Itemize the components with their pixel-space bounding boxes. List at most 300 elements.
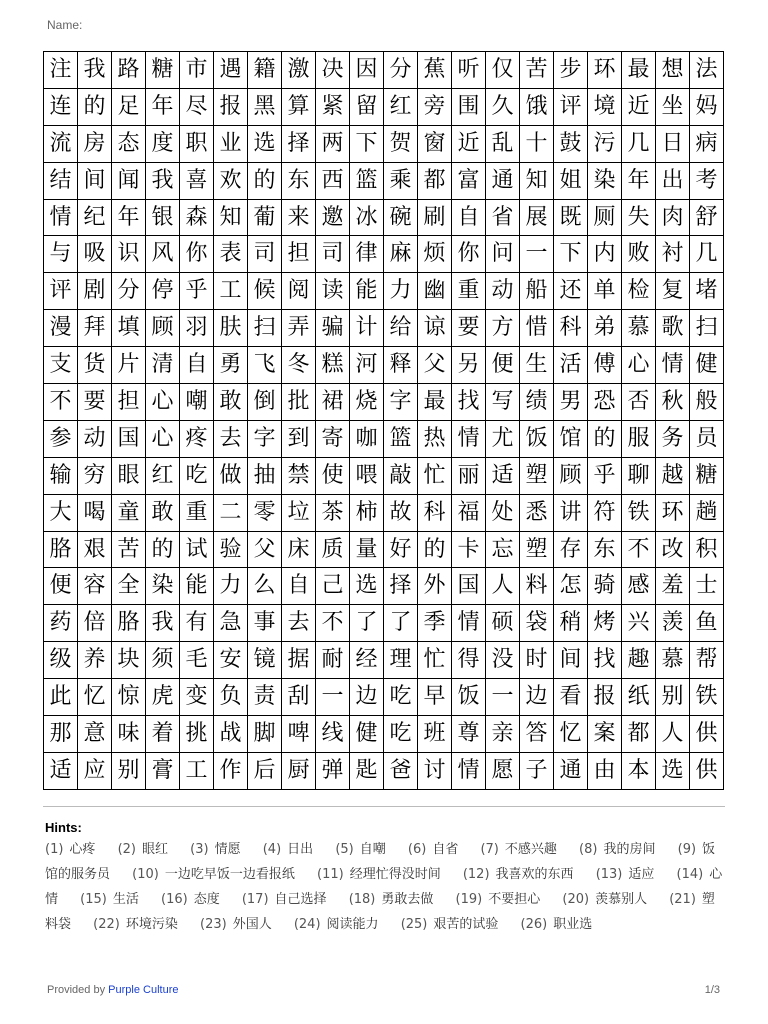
grid-cell[interactable]: 步 [554,52,588,89]
grid-cell[interactable]: 选 [248,126,282,163]
grid-cell[interactable]: 东 [588,532,622,569]
grid-cell[interactable]: 肤 [214,310,248,347]
grid-cell[interactable]: 么 [248,568,282,605]
grid-cell[interactable]: 因 [350,52,384,89]
grid-cell[interactable]: 西 [316,163,350,200]
grid-cell[interactable]: 结 [44,163,78,200]
grid-cell[interactable]: 近 [452,126,486,163]
grid-cell[interactable]: 评 [44,273,78,310]
grid-cell[interactable]: 稍 [554,605,588,642]
grid-cell[interactable]: 悉 [520,495,554,532]
grid-cell[interactable]: 选 [656,753,690,790]
grid-cell[interactable]: 的 [248,163,282,200]
grid-cell[interactable]: 羽 [180,310,214,347]
grid-cell[interactable]: 班 [418,716,452,753]
grid-cell[interactable]: 存 [554,532,588,569]
grid-cell[interactable]: 败 [622,236,656,273]
grid-cell[interactable]: 忆 [78,679,112,716]
grid-cell[interactable]: 能 [180,568,214,605]
grid-cell[interactable]: 遇 [214,52,248,89]
grid-cell[interactable]: 我 [146,163,180,200]
grid-cell[interactable]: 别 [656,679,690,716]
grid-cell[interactable]: 下 [554,236,588,273]
grid-cell[interactable]: 卡 [452,532,486,569]
grid-cell[interactable]: 乘 [384,163,418,200]
grid-cell[interactable]: 讨 [418,753,452,790]
grid-cell[interactable]: 计 [350,310,384,347]
grid-cell[interactable]: 员 [690,421,724,458]
grid-cell[interactable]: 人 [486,568,520,605]
grid-cell[interactable]: 恐 [588,384,622,421]
grid-cell[interactable]: 我 [146,605,180,642]
grid-cell[interactable]: 既 [554,200,588,237]
grid-cell[interactable]: 态 [112,126,146,163]
grid-cell[interactable]: 变 [180,679,214,716]
grid-cell[interactable]: 容 [78,568,112,605]
grid-cell[interactable]: 肉 [656,200,690,237]
grid-cell[interactable]: 你 [180,236,214,273]
grid-cell[interactable]: 支 [44,347,78,384]
grid-cell[interactable]: 注 [44,52,78,89]
grid-cell[interactable]: 纪 [78,200,112,237]
grid-cell[interactable]: 应 [78,753,112,790]
grid-cell[interactable]: 秋 [656,384,690,421]
grid-cell[interactable]: 另 [452,347,486,384]
grid-cell[interactable]: 服 [622,421,656,458]
grid-cell[interactable]: 骑 [588,568,622,605]
grid-cell[interactable]: 坐 [656,89,690,126]
grid-cell[interactable]: 市 [180,52,214,89]
grid-cell[interactable]: 尊 [452,716,486,753]
grid-cell[interactable]: 糕 [316,347,350,384]
grid-cell[interactable]: 出 [656,163,690,200]
grid-cell[interactable]: 后 [248,753,282,790]
grid-cell[interactable]: 写 [486,384,520,421]
grid-cell[interactable]: 本 [622,753,656,790]
grid-cell[interactable]: 弟 [588,310,622,347]
grid-cell[interactable]: 舒 [690,200,724,237]
grid-cell[interactable]: 漫 [44,310,78,347]
grid-cell[interactable]: 供 [690,716,724,753]
grid-cell[interactable]: 去 [214,421,248,458]
grid-cell[interactable]: 看 [554,679,588,716]
grid-cell[interactable]: 近 [622,89,656,126]
grid-cell[interactable]: 味 [112,716,146,753]
grid-cell[interactable]: 须 [146,642,180,679]
grid-cell[interactable]: 自 [282,568,316,605]
grid-cell[interactable]: 男 [554,384,588,421]
grid-cell[interactable]: 疼 [180,421,214,458]
grid-cell[interactable]: 间 [554,642,588,679]
grid-cell[interactable]: 忙 [418,458,452,495]
grid-cell[interactable]: 乱 [486,126,520,163]
grid-cell[interactable]: 动 [78,421,112,458]
grid-cell[interactable]: 喜 [180,163,214,200]
grid-cell[interactable]: 停 [146,273,180,310]
grid-cell[interactable]: 鱼 [690,605,724,642]
grid-cell[interactable]: 怎 [554,568,588,605]
grid-cell[interactable]: 连 [44,89,78,126]
grid-cell[interactable]: 国 [452,568,486,605]
grid-cell[interactable]: 傅 [588,347,622,384]
grid-cell[interactable]: 据 [282,642,316,679]
grid-cell[interactable]: 铁 [690,679,724,716]
grid-cell[interactable]: 羞 [656,568,690,605]
grid-cell[interactable]: 十 [520,126,554,163]
grid-cell[interactable]: 旁 [418,89,452,126]
grid-cell[interactable]: 馆 [554,421,588,458]
grid-cell[interactable]: 心 [146,384,180,421]
grid-cell[interactable]: 情 [44,200,78,237]
grid-cell[interactable]: 通 [554,753,588,790]
grid-cell[interactable]: 挑 [180,716,214,753]
grid-cell[interactable]: 时 [520,642,554,679]
grid-cell[interactable]: 内 [588,236,622,273]
grid-cell[interactable]: 听 [452,52,486,89]
grid-cell[interactable]: 来 [282,200,316,237]
grid-cell[interactable]: 扫 [248,310,282,347]
grid-cell[interactable]: 饭 [520,421,554,458]
grid-cell[interactable]: 字 [248,421,282,458]
grid-cell[interactable]: 环 [588,52,622,89]
grid-cell[interactable]: 心 [146,421,180,458]
grid-cell[interactable]: 批 [282,384,316,421]
grid-cell[interactable]: 足 [112,89,146,126]
grid-cell[interactable]: 忘 [486,532,520,569]
grid-cell[interactable]: 自 [180,347,214,384]
grid-cell[interactable]: 力 [214,568,248,605]
grid-cell[interactable]: 抽 [248,458,282,495]
grid-cell[interactable]: 负 [214,679,248,716]
grid-cell[interactable]: 要 [78,384,112,421]
grid-cell[interactable]: 算 [282,89,316,126]
grid-cell[interactable]: 感 [622,568,656,605]
grid-cell[interactable]: 垃 [282,495,316,532]
grid-cell[interactable]: 工 [180,753,214,790]
grid-cell[interactable]: 麻 [384,236,418,273]
grid-cell[interactable]: 倍 [78,605,112,642]
grid-cell[interactable]: 苦 [112,532,146,569]
grid-cell[interactable]: 帮 [690,642,724,679]
grid-cell[interactable]: 心 [622,347,656,384]
grid-cell[interactable]: 耐 [316,642,350,679]
grid-cell[interactable]: 都 [622,716,656,753]
grid-cell[interactable]: 找 [452,384,486,421]
grid-cell[interactable]: 寄 [316,421,350,458]
grid-cell[interactable]: 自 [452,200,486,237]
grid-cell[interactable]: 尤 [486,421,520,458]
grid-cell[interactable]: 着 [146,716,180,753]
grid-cell[interactable]: 几 [690,236,724,273]
grid-cell[interactable]: 司 [316,236,350,273]
grid-cell[interactable]: 的 [146,532,180,569]
grid-cell[interactable]: 到 [282,421,316,458]
grid-cell[interactable]: 塑 [520,532,554,569]
grid-cell[interactable]: 塑 [520,458,554,495]
grid-cell[interactable]: 重 [452,273,486,310]
grid-cell[interactable]: 科 [554,310,588,347]
grid-cell[interactable]: 弹 [316,753,350,790]
grid-cell[interactable]: 案 [588,716,622,753]
grid-cell[interactable]: 择 [384,568,418,605]
grid-cell[interactable]: 环 [656,495,690,532]
grid-cell[interactable]: 块 [112,642,146,679]
grid-cell[interactable]: 葡 [248,200,282,237]
grid-cell[interactable]: 穷 [78,458,112,495]
grid-cell[interactable]: 健 [350,716,384,753]
grid-cell[interactable]: 零 [248,495,282,532]
grid-cell[interactable]: 篮 [384,421,418,458]
grid-cell[interactable]: 的 [418,532,452,569]
grid-cell[interactable]: 绩 [520,384,554,421]
grid-cell[interactable]: 飞 [248,347,282,384]
grid-cell[interactable]: 战 [214,716,248,753]
grid-cell[interactable]: 间 [78,163,112,200]
grid-cell[interactable]: 不 [44,384,78,421]
grid-cell[interactable]: 禁 [282,458,316,495]
grid-cell[interactable]: 镜 [248,642,282,679]
grid-cell[interactable]: 染 [588,163,622,200]
grid-cell[interactable]: 国 [112,421,146,458]
grid-cell[interactable]: 都 [418,163,452,200]
grid-cell[interactable]: 几 [622,126,656,163]
grid-cell[interactable]: 释 [384,347,418,384]
grid-cell[interactable]: 一 [520,236,554,273]
grid-cell[interactable]: 情 [452,421,486,458]
grid-cell[interactable]: 喂 [350,458,384,495]
grid-cell[interactable]: 决 [316,52,350,89]
grid-cell[interactable]: 烧 [350,384,384,421]
grid-cell[interactable]: 红 [146,458,180,495]
grid-cell[interactable]: 紧 [316,89,350,126]
grid-cell[interactable]: 问 [486,236,520,273]
grid-cell[interactable]: 吃 [384,716,418,753]
grid-cell[interactable]: 骗 [316,310,350,347]
grid-cell[interactable]: 顾 [146,310,180,347]
grid-cell[interactable]: 参 [44,421,78,458]
grid-cell[interactable]: 字 [384,384,418,421]
grid-cell[interactable]: 你 [452,236,486,273]
grid-cell[interactable]: 年 [622,163,656,200]
grid-cell[interactable]: 去 [282,605,316,642]
grid-cell[interactable]: 人 [656,716,690,753]
grid-cell[interactable]: 力 [384,273,418,310]
grid-cell[interactable]: 方 [486,310,520,347]
grid-cell[interactable]: 有 [180,605,214,642]
grid-cell[interactable]: 敢 [146,495,180,532]
grid-cell[interactable]: 趟 [690,495,724,532]
grid-cell[interactable]: 境 [588,89,622,126]
grid-cell[interactable]: 养 [78,642,112,679]
grid-cell[interactable]: 仅 [486,52,520,89]
grid-cell[interactable]: 烦 [418,236,452,273]
grid-cell[interactable]: 司 [248,236,282,273]
grid-cell[interactable]: 闻 [112,163,146,200]
grid-cell[interactable]: 咖 [350,421,384,458]
grid-cell[interactable]: 糖 [690,458,724,495]
grid-cell[interactable]: 铁 [622,495,656,532]
grid-cell[interactable]: 我 [78,52,112,89]
grid-cell[interactable]: 一 [486,679,520,716]
grid-cell[interactable]: 歌 [656,310,690,347]
grid-cell[interactable]: 故 [384,495,418,532]
grid-cell[interactable]: 的 [588,421,622,458]
grid-cell[interactable]: 倒 [248,384,282,421]
grid-cell[interactable]: 健 [690,347,724,384]
grid-cell[interactable]: 热 [418,421,452,458]
grid-cell[interactable]: 大 [44,495,78,532]
grid-cell[interactable]: 最 [622,52,656,89]
grid-cell[interactable]: 活 [554,347,588,384]
grid-cell[interactable]: 房 [78,126,112,163]
grid-cell[interactable]: 最 [418,384,452,421]
grid-cell[interactable]: 啤 [282,716,316,753]
grid-cell[interactable]: 风 [146,236,180,273]
grid-cell[interactable]: 分 [112,273,146,310]
grid-cell[interactable]: 童 [112,495,146,532]
grid-cell[interactable]: 冬 [282,347,316,384]
grid-cell[interactable]: 与 [44,236,78,273]
grid-cell[interactable]: 喝 [78,495,112,532]
grid-cell[interactable]: 己 [316,568,350,605]
grid-cell[interactable]: 染 [146,568,180,605]
grid-cell[interactable]: 试 [180,532,214,569]
grid-cell[interactable]: 候 [248,273,282,310]
grid-cell[interactable]: 药 [44,605,78,642]
grid-cell[interactable]: 业 [214,126,248,163]
grid-cell[interactable]: 路 [112,52,146,89]
grid-cell[interactable]: 评 [554,89,588,126]
grid-cell[interactable]: 务 [656,421,690,458]
grid-cell[interactable]: 担 [282,236,316,273]
grid-cell[interactable]: 父 [418,347,452,384]
grid-cell[interactable]: 季 [418,605,452,642]
grid-cell[interactable]: 急 [214,605,248,642]
grid-cell[interactable]: 船 [520,273,554,310]
grid-cell[interactable]: 全 [112,568,146,605]
grid-cell[interactable]: 乎 [588,458,622,495]
grid-cell[interactable]: 能 [350,273,384,310]
grid-cell[interactable]: 清 [146,347,180,384]
grid-cell[interactable]: 饭 [452,679,486,716]
grid-cell[interactable]: 外 [418,568,452,605]
grid-cell[interactable]: 知 [214,200,248,237]
grid-cell[interactable]: 黑 [248,89,282,126]
grid-cell[interactable]: 邀 [316,200,350,237]
grid-cell[interactable]: 好 [384,532,418,569]
grid-cell[interactable]: 饿 [520,89,554,126]
grid-cell[interactable]: 做 [214,458,248,495]
grid-cell[interactable]: 忆 [554,716,588,753]
grid-cell[interactable]: 经 [350,642,384,679]
grid-cell[interactable]: 报 [214,89,248,126]
grid-cell[interactable]: 蕉 [418,52,452,89]
grid-cell[interactable]: 脚 [248,716,282,753]
grid-cell[interactable]: 输 [44,458,78,495]
grid-cell[interactable]: 吃 [180,458,214,495]
grid-cell[interactable]: 厕 [588,200,622,237]
grid-cell[interactable]: 两 [316,126,350,163]
grid-cell[interactable]: 床 [282,532,316,569]
grid-cell[interactable]: 毛 [180,642,214,679]
grid-cell[interactable]: 亲 [486,716,520,753]
grid-cell[interactable]: 厨 [282,753,316,790]
grid-cell[interactable]: 剧 [78,273,112,310]
grid-cell[interactable]: 尽 [180,89,214,126]
grid-cell[interactable]: 刮 [282,679,316,716]
grid-cell[interactable]: 不 [316,605,350,642]
grid-cell[interactable]: 重 [180,495,214,532]
grid-cell[interactable]: 事 [248,605,282,642]
grid-cell[interactable]: 胳 [112,605,146,642]
grid-cell[interactable]: 红 [384,89,418,126]
grid-cell[interactable]: 量 [350,532,384,569]
grid-cell[interactable]: 边 [350,679,384,716]
grid-cell[interactable]: 得 [452,642,486,679]
grid-cell[interactable]: 刷 [418,200,452,237]
grid-cell[interactable]: 情 [656,347,690,384]
grid-cell[interactable]: 了 [384,605,418,642]
grid-cell[interactable]: 理 [384,642,418,679]
grid-cell[interactable]: 处 [486,495,520,532]
grid-cell[interactable]: 改 [656,532,690,569]
grid-cell[interactable]: 茶 [316,495,350,532]
grid-cell[interactable]: 妈 [690,89,724,126]
grid-cell[interactable]: 不 [622,532,656,569]
grid-cell[interactable]: 意 [78,716,112,753]
grid-cell[interactable]: 士 [690,568,724,605]
grid-cell[interactable]: 谅 [418,310,452,347]
grid-cell[interactable]: 姐 [554,163,588,200]
grid-cell[interactable]: 裙 [316,384,350,421]
grid-cell[interactable]: 情 [452,605,486,642]
grid-cell[interactable]: 失 [622,200,656,237]
grid-cell[interactable]: 眼 [112,458,146,495]
grid-cell[interactable]: 慕 [622,310,656,347]
grid-cell[interactable]: 污 [588,126,622,163]
grid-cell[interactable]: 膏 [146,753,180,790]
grid-cell[interactable]: 验 [214,532,248,569]
grid-cell[interactable]: 吃 [384,679,418,716]
grid-cell[interactable]: 日 [656,126,690,163]
grid-cell[interactable]: 检 [622,273,656,310]
grid-cell[interactable]: 讲 [554,495,588,532]
grid-cell[interactable]: 窗 [418,126,452,163]
grid-cell[interactable]: 使 [316,458,350,495]
grid-cell[interactable]: 生 [520,347,554,384]
grid-cell[interactable]: 欢 [214,163,248,200]
grid-cell[interactable]: 还 [554,273,588,310]
grid-cell[interactable]: 级 [44,642,78,679]
grid-cell[interactable]: 的 [78,89,112,126]
grid-cell[interactable]: 贺 [384,126,418,163]
grid-cell[interactable]: 慕 [656,642,690,679]
grid-cell[interactable]: 柿 [350,495,384,532]
grid-cell[interactable]: 知 [520,163,554,200]
grid-cell[interactable]: 此 [44,679,78,716]
grid-cell[interactable]: 子 [520,753,554,790]
grid-cell[interactable]: 没 [486,642,520,679]
grid-cell[interactable]: 否 [622,384,656,421]
grid-cell[interactable]: 适 [486,458,520,495]
grid-cell[interactable]: 由 [588,753,622,790]
grid-cell[interactable]: 下 [350,126,384,163]
grid-cell[interactable]: 法 [690,52,724,89]
grid-cell[interactable]: 省 [486,200,520,237]
grid-cell[interactable]: 安 [214,642,248,679]
grid-cell[interactable]: 积 [690,532,724,569]
grid-cell[interactable]: 科 [418,495,452,532]
